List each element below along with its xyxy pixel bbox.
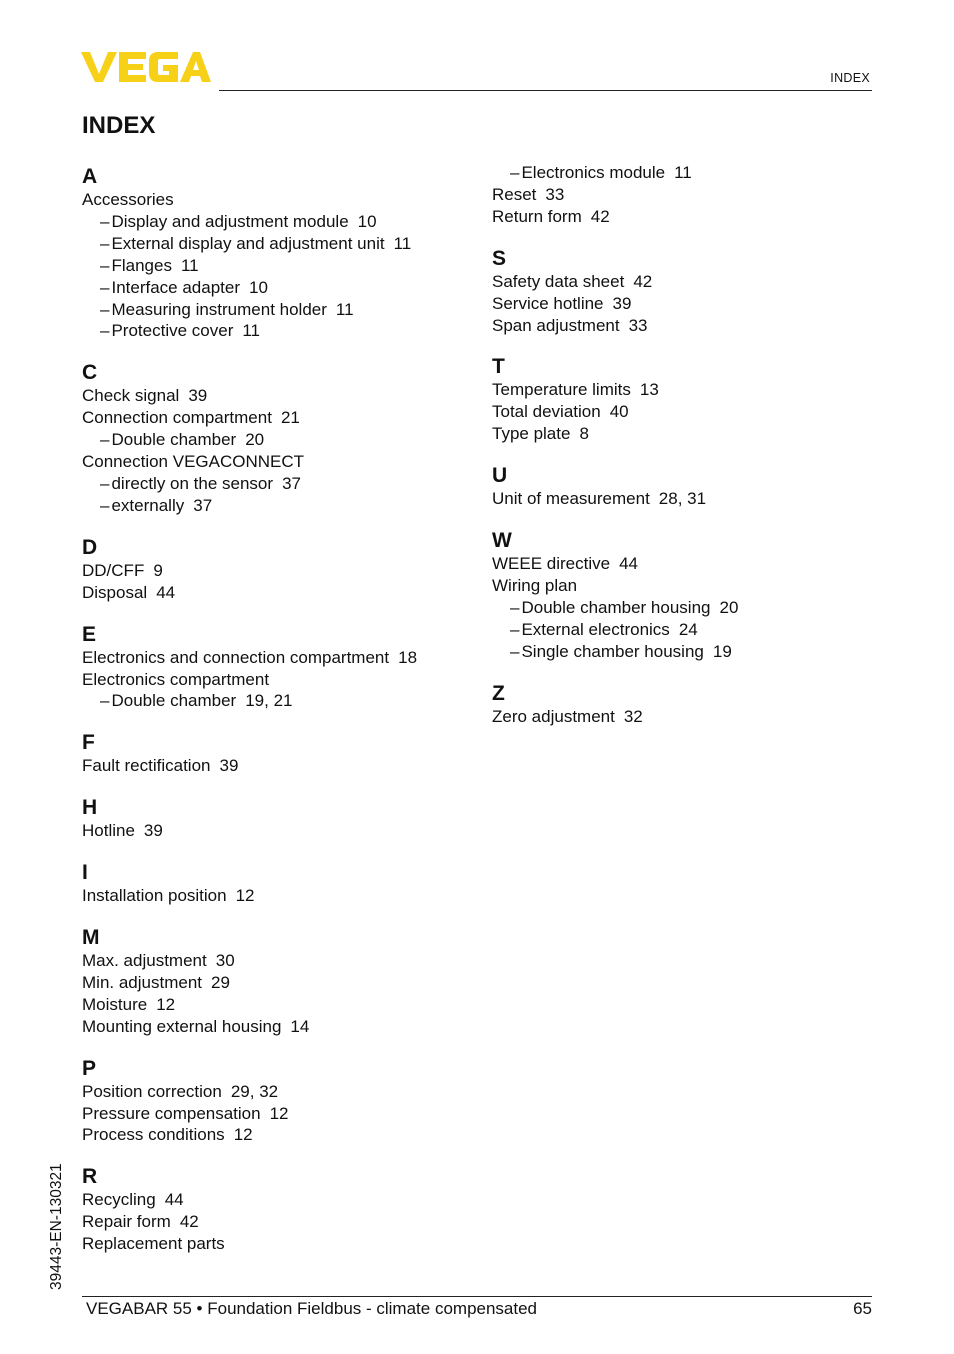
entry-term: Temperature limits [492,380,631,400]
index-subentry [82,299,482,321]
index-entry [492,271,872,293]
entry-term: Fault rectification [82,756,211,776]
entry-page-ref: 9 [153,560,163,580]
entry-term: Unit of measurement [492,489,650,509]
entry-term: Wiring plan [492,575,578,595]
entry-page-ref: 37 [282,473,301,493]
entry-term: Accessories [82,190,174,209]
index-section [82,796,482,842]
entry-term: Disposal [82,582,148,602]
index-entry [492,315,872,337]
entry-term: Protective cover [111,321,234,341]
index-entry [82,582,482,604]
entry-term: Double chamber housing [521,597,711,617]
index-section [82,536,482,604]
index-entry [492,379,872,401]
subentry-dash: – [100,299,110,319]
subentry-dash: – [100,691,110,711]
section-gap [492,445,872,464]
entry-page-ref: 12 [269,1103,289,1123]
index-entry [82,189,482,211]
index-entry [492,706,872,728]
subentry-dash: – [510,163,520,182]
index-subentry [82,255,482,277]
index-letter: D [82,535,98,559]
index-letter: S [492,246,507,270]
index-entry [492,293,872,315]
entry-term: Repair form [82,1212,171,1232]
entry-term: Electronics compartment [82,669,270,689]
entry-term: Reset [492,184,537,204]
entry-term: Hotline [82,821,135,841]
index-entry [82,385,482,407]
index-entry [492,401,872,423]
section-gap [82,517,482,536]
footer-page-number: 65 [853,1299,872,1318]
index-subentry [82,320,482,342]
entry-term: Double chamber [111,430,237,450]
entry-term: Pressure compensation [82,1103,261,1123]
entry-page-ref: 30 [215,951,235,971]
subentry-dash: – [100,430,110,450]
index-section [82,731,482,777]
index-subentry [82,495,482,517]
entry-term: Zero adjustment [492,706,615,726]
section-gap [82,842,482,861]
index-entry [82,1124,482,1146]
entry-term: Interface adapter [111,277,240,297]
index-entry [492,488,872,510]
index-section [82,1165,482,1255]
entry-page-ref: 44 [619,554,639,574]
index-letter: W [492,529,512,553]
page-title: INDEX [82,112,156,139]
entry-term: Electronics and connection compartment [82,647,390,667]
index-section [82,926,482,1038]
entry-term: WEEE directive [492,554,611,574]
index-subentry [492,641,872,663]
entry-term: Double chamber [111,691,237,711]
document-code: 39443-EN-130321 [48,1163,65,1290]
entry-term: Replacement parts [82,1234,225,1254]
index-column-left [82,165,482,1255]
section-gap [492,510,872,529]
subentry-dash: – [100,211,110,231]
entry-page-ref: 11 [242,321,261,341]
entry-page-ref: 12 [156,994,176,1014]
entry-page-ref: 40 [609,402,629,422]
subentry-dash: – [510,619,520,639]
index-subentry [82,211,482,233]
index-section [492,682,872,728]
index-entry [82,1233,482,1255]
entry-page-ref: 11 [180,255,199,275]
vega-logo [80,50,212,84]
entry-page-ref: 28, 31 [658,489,707,509]
entry-term: Position correction [82,1081,222,1101]
entry-page-ref: 13 [639,380,659,400]
index-section [82,623,482,713]
index-section [492,355,872,445]
entry-page-ref: 29, 32 [230,1081,279,1101]
entry-page-ref: 8 [579,424,589,444]
subentry-dash: – [510,641,520,661]
section-gap [492,228,872,247]
entry-page-ref: 10 [249,277,268,297]
entry-term: Recycling [82,1190,156,1210]
index-letter: A [82,165,98,188]
entry-page-ref: 42 [590,206,610,226]
index-subentry [492,619,872,641]
subentry-dash: – [100,495,110,515]
index-letter: Z [492,681,505,705]
entry-page-ref: 37 [193,495,213,515]
entry-page-ref: 32 [623,706,643,726]
entry-page-ref: 39 [143,821,163,841]
index-subentry [492,162,872,184]
section-gap [82,604,482,623]
entry-term: Connection compartment [82,408,272,428]
index-entry [82,950,482,972]
index-subentry [82,233,482,255]
index-entry [492,206,872,228]
entry-page-ref: 11 [674,163,692,182]
subentry-dash: – [100,233,110,253]
entry-page-ref: 20 [719,597,739,617]
entry-term: Type plate [492,424,571,444]
index-letter: M [82,926,100,950]
index-entry [82,560,482,582]
index-entry [82,972,482,994]
entry-page-ref: 11 [335,299,354,319]
index-letter: E [82,622,97,646]
entry-page-ref: 29 [211,972,230,992]
entry-page-ref: 11 [393,233,412,253]
entry-page-ref: 39 [188,386,208,406]
section-gap [82,342,482,361]
entry-page-ref: 12 [233,1125,253,1145]
entry-page-ref: 39 [612,293,632,313]
entry-page-ref: 42 [179,1212,199,1232]
section-gap [82,1146,482,1165]
section-gap [82,777,482,796]
index-entry [492,423,872,445]
index-entry [82,885,482,907]
index-entry [492,575,872,597]
entry-page-ref: 44 [164,1190,184,1210]
entry-term: DD/CFF [82,560,145,580]
entry-term: Flanges [111,255,172,275]
header-rule [219,90,872,91]
entry-term: Measuring instrument holder [111,299,327,319]
section-gap [82,907,482,926]
entry-page-ref: 42 [633,271,653,291]
index-section [492,247,872,337]
entry-page-ref: 12 [235,886,255,906]
subentry-dash: – [100,277,110,297]
entry-page-ref: 24 [678,619,698,639]
index-entry [82,407,482,429]
index-letter: U [492,464,508,488]
entry-page-ref: 14 [290,1016,310,1036]
index-subentry [82,429,482,451]
index-entry [82,647,482,669]
entry-page-ref: 19, 21 [245,691,293,711]
subentry-dash: – [100,321,110,341]
index-entry [82,1189,482,1211]
section-gap [82,712,482,731]
index-letter: H [82,796,98,820]
index-letter: T [492,355,505,379]
index-entry [82,755,482,777]
entry-term: Safety data sheet [492,271,625,291]
index-subentry [82,473,482,495]
entry-page-ref: 19 [712,641,732,661]
entry-page-ref: 44 [156,582,176,602]
entry-page-ref: 33 [545,184,565,204]
entry-term: Moisture [82,994,148,1014]
index-letter: I [82,861,88,885]
subentry-dash: – [100,473,110,493]
index-letter: C [82,361,98,385]
entry-term: Electronics module [521,163,666,182]
header-section-label: INDEX [830,71,870,85]
entry-term: Span adjustment [492,315,620,335]
index-subentry [82,690,482,712]
entry-term: Connection VEGACONNECT [82,452,305,472]
entry-term: Display and adjustment module [111,211,349,231]
entry-term: Max. adjustment [82,951,207,971]
entry-page-ref: 33 [628,315,648,335]
index-entry [82,669,482,691]
entry-page-ref: 20 [245,430,265,450]
index-section [82,1057,482,1147]
subentry-dash: – [510,597,520,617]
section-gap [82,1038,482,1057]
index-subentry [492,597,872,619]
entry-page-ref: 10 [357,211,377,231]
footer-rule [82,1296,872,1297]
entry-term: Service hotline [492,293,604,313]
entry-term: externally [111,495,185,515]
entry-term: External display and adjustment unit [111,233,385,253]
index-column-right [492,162,872,728]
entry-term: Min. adjustment [82,972,202,992]
entry-page-ref: 18 [398,647,418,667]
index-entry [82,451,482,473]
index-section [82,361,482,516]
entry-term: External electronics [521,619,670,639]
index-letter: F [82,731,95,755]
entry-term: Installation position [82,886,227,906]
index-entry [82,1211,482,1233]
index-section [492,162,872,228]
entry-page-ref: 21 [280,408,300,428]
index-entry [82,994,482,1016]
footer-document-title: VEGABAR 55 • Foundation Fieldbus - climate compensated [86,1299,538,1318]
svg-text:VEGA: VEGA [80,50,83,51]
entry-term: Process conditions [82,1125,225,1145]
index-section [492,529,872,663]
entry-term: directly on the sensor [111,473,274,493]
index-entry [492,184,872,206]
index-entry [492,553,872,575]
index-subentry [82,277,482,299]
entry-term: Return form [492,206,582,226]
section-gap [492,663,872,682]
entry-term: Mounting external housing [82,1016,282,1036]
index-entry [82,1081,482,1103]
index-section [82,165,482,342]
index-letter: R [82,1165,98,1189]
index-entry [82,1103,482,1125]
index-entry [82,1016,482,1038]
subentry-dash: – [100,255,110,275]
index-letter: P [82,1056,97,1080]
entry-page-ref: 39 [219,756,239,776]
index-section [82,861,482,907]
entry-term: Check signal [82,386,180,406]
index-entry [82,820,482,842]
index-section [492,464,872,510]
section-gap [492,336,872,355]
entry-term: Total deviation [492,402,601,422]
entry-term: Single chamber housing [521,641,704,661]
